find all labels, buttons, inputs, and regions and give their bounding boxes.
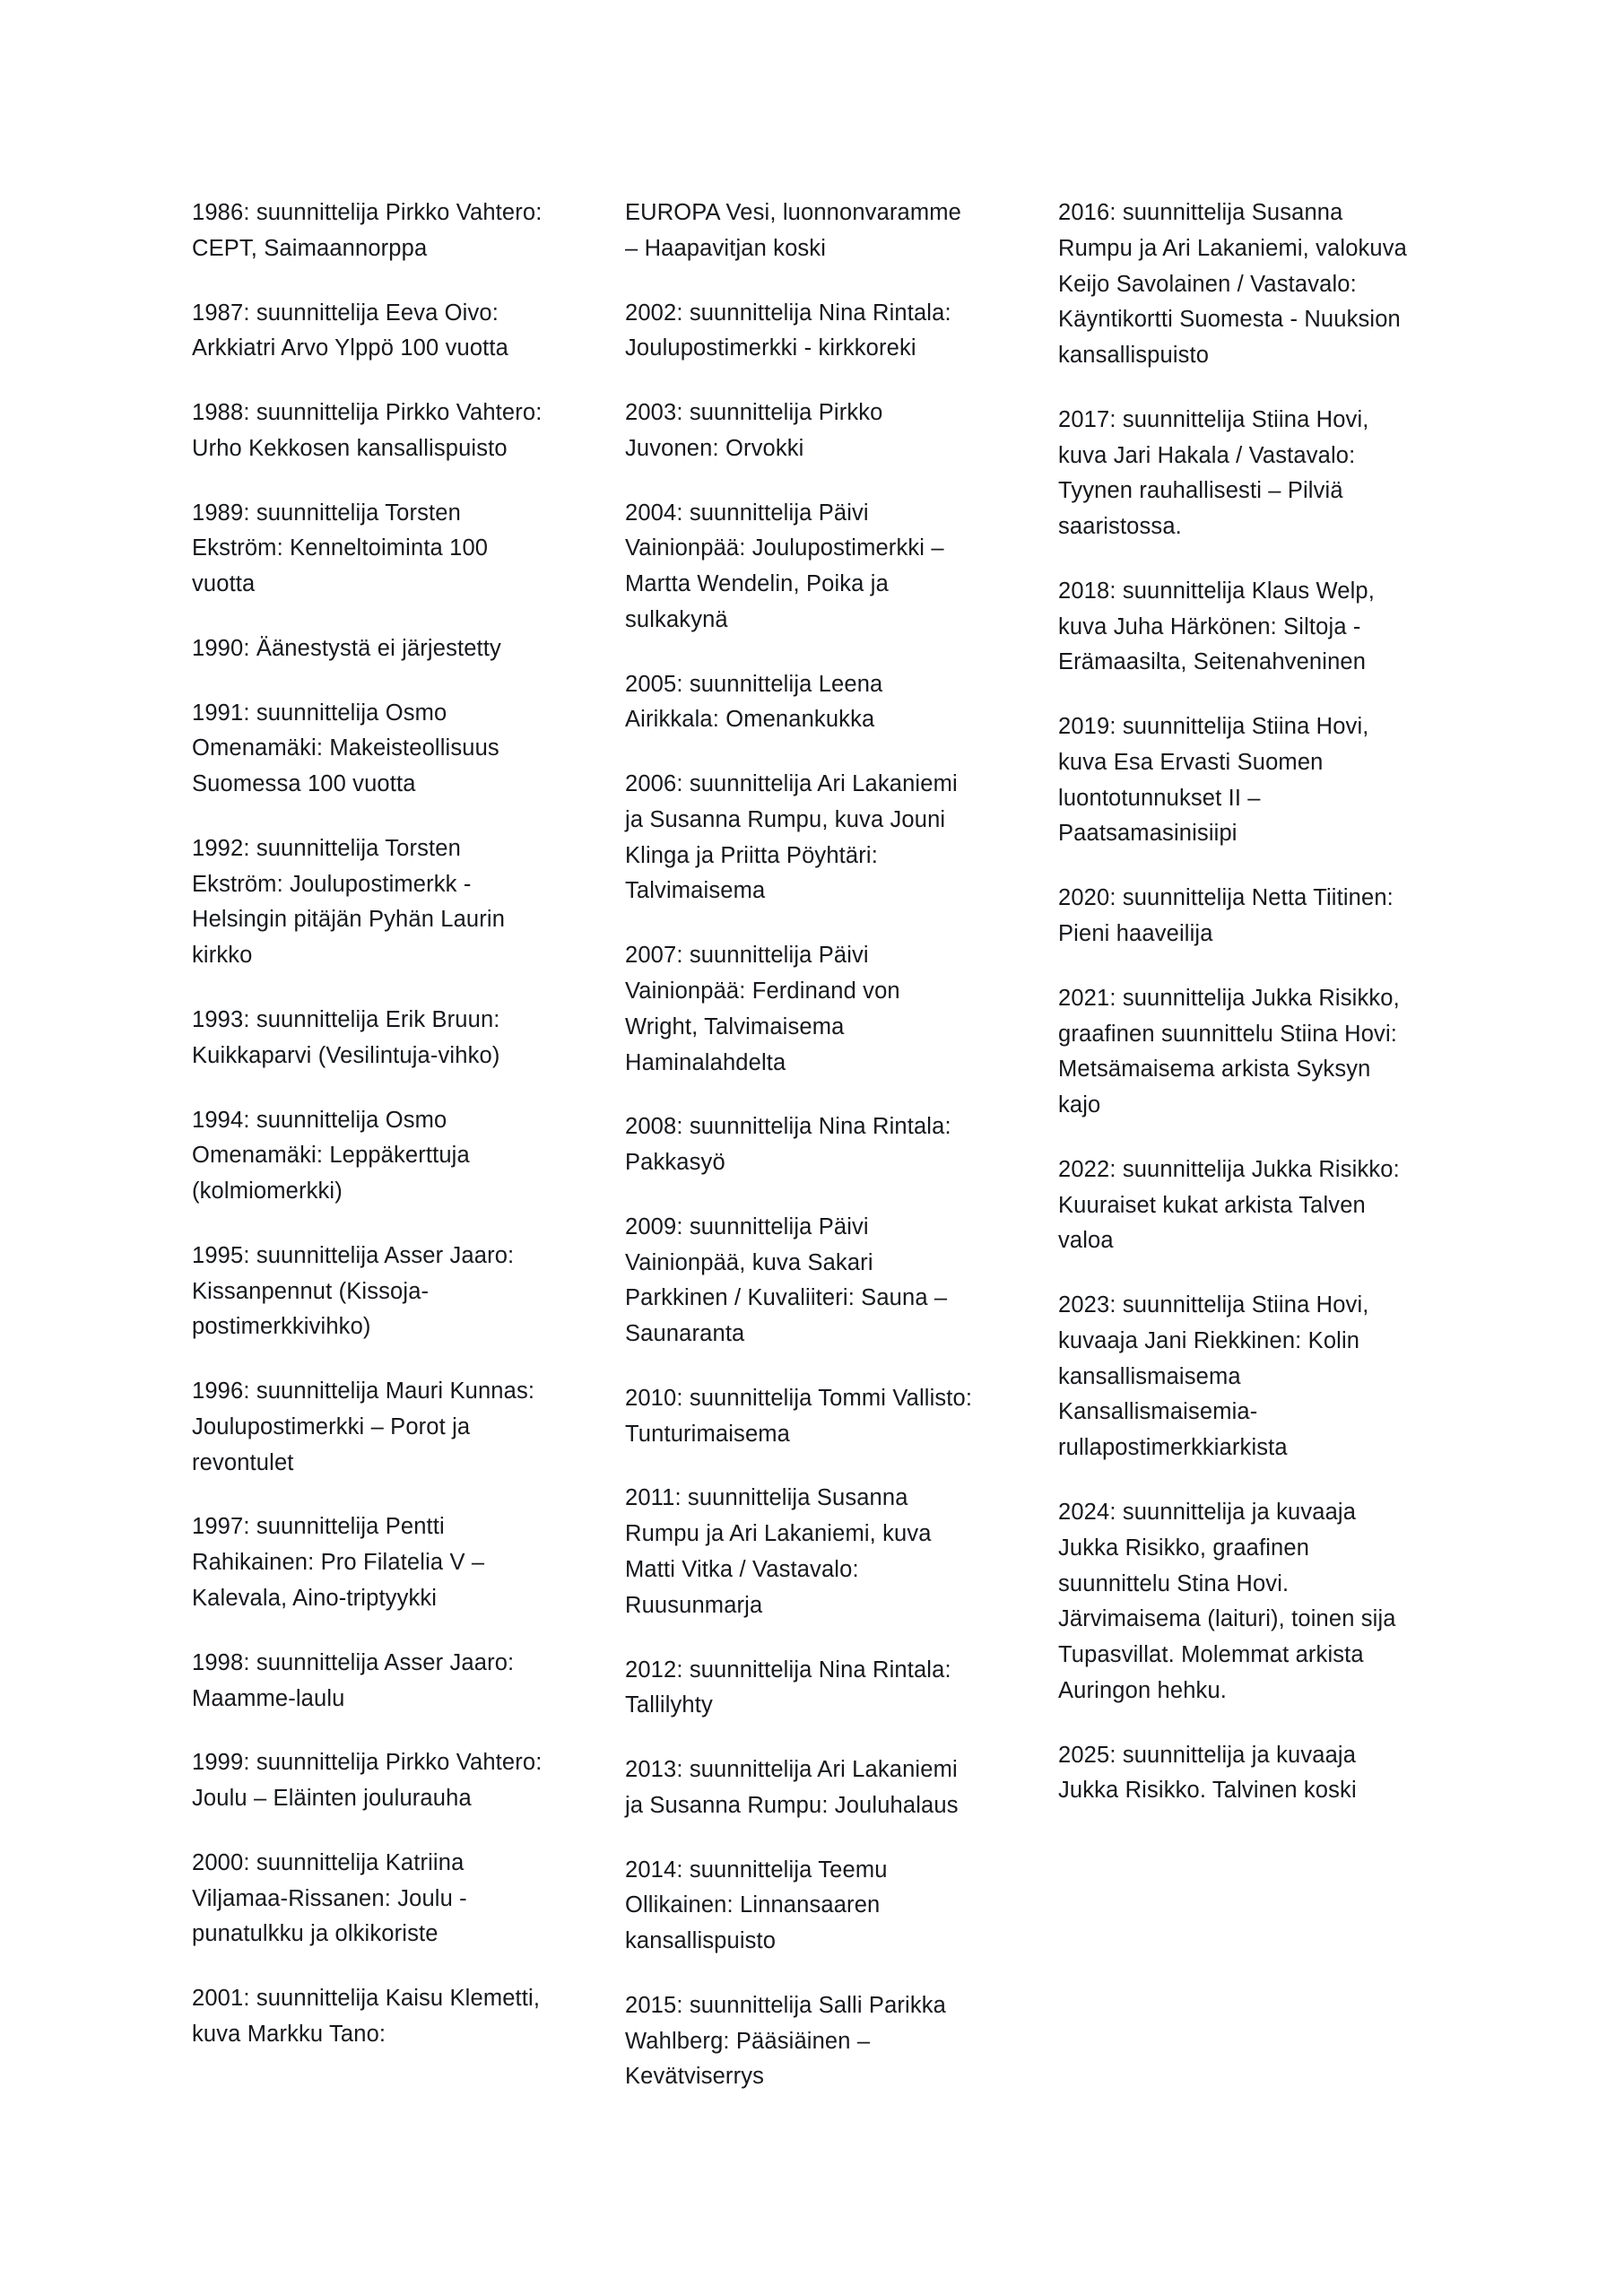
list-entry: 2017: suunnittelija Stiina Hovi, kuva Jari Hakala / Vastavalo: Tyynen rauhallisesti – Pilviä saaristossa. [1058,406,1369,540]
list-entry: 1995: suunnittelija Asser Jaaro: Kissanpennut (Kissoja-postimerkkivihko) [192,1242,515,1340]
text-column-3 [1058,196,1412,1809]
text-column-1 [192,196,546,2053]
list-entry: 2004: suunnittelija Päivi Vainionpää: Joulupostimerkki – Martta Wendelin, Poika ja sulkakynä [625,500,944,632]
list-entry: 1996: suunnittelija Mauri Kunnas: Joulupostimerkki – Porot ja revontulet [192,1378,535,1475]
list-entry: 1991: suunnittelija Osmo Omenamäki: Makeisteollisuus Suomessa 100 vuotta [192,700,499,797]
list-entry: 2024: suunnittelija ja kuvaaja Jukka Risikko, graafinen suunnittelu Stina Hovi. Järvimaisema (laituri), toinen sija Tupasvillat. Molemmat arkista Auringon hehku. [1058,1499,1396,1703]
text-column-2 [625,196,979,2095]
list-entry: 2023: suunnittelija Stiina Hovi, kuvaaja Jani Riekkinen: Kolin kansallismaisema Kansallismaisemia-rullapostimerkkiarkista [1058,1292,1369,1461]
list-entry: 1990: Äänestystä ei järjestetty [192,635,501,661]
list-entry: 1992: suunnittelija Torsten Ekström: Joulupostimerkk - Helsingin pitäjän Pyhän Laurin kirkko [192,835,506,969]
list-entry: 2010: suunnittelija Tommi Vallisto: Tunturimaisema [625,1385,973,1447]
list-entry: 1988: suunnittelija Pirkko Vahtero: Urho Kekkosen kansallispuisto [192,400,543,461]
list-entry: 2020: suunnittelija Netta Tiitinen: Pieni haaveilija [1058,885,1394,947]
list-entry: 2012: suunnittelija Nina Rintala: Tallilyhty [625,1657,951,1718]
list-entry: 2000: suunnittelija Katriina Viljamaa-Rissanen: Joulu - punatulkku ja olkikoriste [192,1849,467,1947]
list-entry: 2007: suunnittelija Päivi Vainionpää: Ferdinand von Wright, Talvimaisema Haminalahdelta [625,943,900,1075]
list-entry: 2021: suunnittelija Jukka Risikko, graafinen suunnittelu Stiina Hovi: Metsämaisema arkista Syksyn kajo [1058,985,1400,1118]
list-entry: 2009: suunnittelija Päivi Vainionpää, kuva Sakari Parkkinen / Kuvaliiteri: Sauna – Saunaranta [625,1213,948,1347]
list-entry: 2003: suunnittelija Pirkko Juvonen: Orvokki [625,400,883,461]
list-entry: 2008: suunnittelija Nina Rintala: Pakkasyö [625,1114,951,1176]
list-entry: 2001: suunnittelija Kaisu Klemetti, kuva Markku Tano: [192,1986,541,2047]
list-entry: 1997: suunnittelija Pentti Rahikainen: Pro Filatelia V – Kalevala, Aino-triptyykki [192,1514,485,1611]
list-entry: EUROPA Vesi, luonnonvaramme – Haapavitjan koski [625,200,962,261]
list-entry: 2025: suunnittelija ja kuvaaja Jukka Risikko. Talvinen koski [1058,1742,1357,1804]
list-entry: 2013: suunnittelija Ari Lakaniemi ja Susanna Rumpu: Jouluhalaus [625,1757,959,1818]
list-entry: 2002: suunnittelija Nina Rintala: Joulupostimerkki - kirkkoreki [625,300,951,361]
list-entry: 2022: suunnittelija Jukka Risikko: Kuuraiset kukat arkista Talven valoa [1058,1156,1400,1254]
list-entry: 1989: suunnittelija Torsten Ekström: Kenneltoiminta 100 vuotta [192,500,489,597]
list-entry: 1999: suunnittelija Pirkko Vahtero: Joulu – Eläinten joulurauha [192,1750,543,1812]
list-entry: 1986: suunnittelija Pirkko Vahtero: CEPT, Saimaannorppa [192,200,543,261]
list-entry: 2019: suunnittelija Stiina Hovi, kuva Esa Ervasti Suomen luontotunnukset II – Paatsamasinisiipi [1058,714,1369,847]
list-entry: 2016: suunnittelija Susanna Rumpu ja Ari Lakaniemi, valokuva Keijo Savolainen / Vastavalo: Käyntikortti Suomesta - Nuuksion kansallispuisto [1058,200,1408,369]
list-entry: 1987: suunnittelija Eeva Oivo: Arkkiatri Arvo Ylppö 100 vuotta [192,300,508,361]
list-entry: 2015: suunnittelija Salli Parikka Wahlberg: Pääsiäinen – Kevätviserrys [625,1992,947,2090]
list-entry: 1993: suunnittelija Erik Bruun: Kuikkaparvi (Vesilintuja-vihko) [192,1007,500,1068]
list-entry: 2018: suunnittelija Klaus Welp, kuva Juha Härkönen: Siltoja - Erämaasilta, Seitenahveninen [1058,578,1375,675]
list-entry: 2011: suunnittelija Susanna Rumpu ja Ari Lakaniemi, kuva Matti Vitka / Vastavalo: Ruusunmarja [625,1485,932,1618]
list-entry: 1994: suunnittelija Osmo Omenamäki: Leppäkerttuja (kolmiomerkki) [192,1107,470,1205]
list-entry: 1998: suunnittelija Asser Jaaro: Maamme-laulu [192,1649,515,1711]
list-entry: 2014: suunnittelija Teemu Ollikainen: Linnansaaren kansallispuisto [625,1857,888,1954]
list-entry: 2005: suunnittelija Leena Airikkala: Omenankukka [625,671,883,733]
three-column-text-layout [192,196,1449,2095]
list-entry: 2006: suunnittelija Ari Lakaniemi ja Susanna Rumpu, kuva Jouni Klinga ja Priitta Pöyhtäri: Talvimaisema [625,771,958,904]
